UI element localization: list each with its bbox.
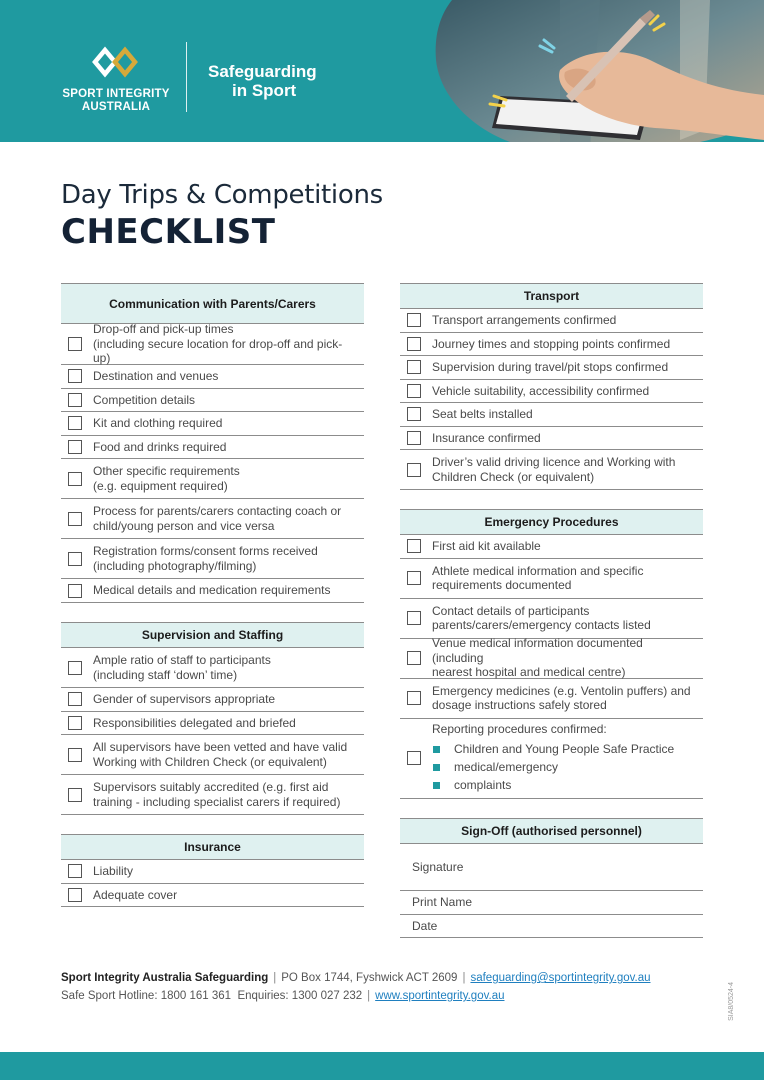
sublist-item: complaints: [432, 776, 697, 794]
item-text: Process for parents/carers contacting coach or child/young person and vice versa: [93, 504, 342, 533]
item-text: Reporting procedures confirmed: Children and Young People Safe Practice medical/emergency complaints: [432, 722, 697, 795]
section-communication: [61, 283, 364, 603]
checklist-item[interactable]: [61, 389, 364, 413]
footer-band: [0, 1052, 764, 1080]
checklist-item[interactable]: [400, 427, 703, 451]
checkbox[interactable]: [407, 539, 421, 553]
checklist-item[interactable]: [61, 324, 364, 365]
checklist-item[interactable]: [400, 719, 703, 799]
section-heading: Transport: [400, 284, 703, 309]
checklist-item[interactable]: [61, 860, 364, 884]
checkbox[interactable]: [68, 337, 82, 351]
item-text: Registration forms/consent forms received (including photography/filming): [93, 544, 318, 573]
page-subtitle: Day Trips & Competitions: [61, 180, 383, 210]
checklist-item[interactable]: [400, 679, 703, 719]
item-text: Medical details and medication requirements: [93, 583, 331, 598]
footer-hotline: Safe Sport Hotline: 1800 161 361: [61, 990, 232, 1002]
checklist-item[interactable]: [61, 436, 364, 460]
checkbox[interactable]: [68, 716, 82, 730]
checklist-item[interactable]: [400, 309, 703, 333]
sublist-item: medical/emergency: [432, 758, 697, 776]
checkbox[interactable]: [68, 864, 82, 878]
header-band: [0, 0, 764, 142]
right-column: [400, 283, 703, 938]
date-label: Date: [412, 918, 438, 933]
bullet-square-icon: [433, 782, 440, 789]
item-text: Supervision during travel/pit stops confirmed: [432, 360, 669, 374]
checklist-item[interactable]: [400, 380, 703, 404]
checkbox[interactable]: [407, 571, 421, 585]
footer: [61, 969, 651, 1005]
checklist-item[interactable]: [61, 365, 364, 389]
checkbox[interactable]: [407, 651, 421, 665]
reporting-sublist: [432, 740, 697, 794]
item-text: Liability: [93, 864, 134, 878]
item-text: Kit and clothing required: [93, 416, 223, 430]
checkbox[interactable]: [407, 313, 421, 327]
brand-line2: AUSTRALIA: [81, 101, 151, 113]
checklist-item[interactable]: [400, 559, 703, 599]
item-text: Driver’s valid driving licence and Working with Children Check (or equivalent): [432, 455, 676, 484]
checklist-item[interactable]: [400, 333, 703, 357]
signature-field[interactable]: [400, 844, 703, 891]
item-text: Insurance confirmed: [432, 430, 541, 445]
checkbox[interactable]: [68, 584, 82, 598]
item-text: First aid kit available: [432, 539, 541, 553]
checklist-item[interactable]: [400, 636, 703, 680]
section-insurance: [61, 834, 364, 907]
print-name-label: Print Name: [412, 895, 473, 909]
item-text: Athlete medical information and specific requirements documented: [432, 563, 644, 592]
item-text: Emergency medicines (e.g. Ventolin puffers) and dosage instructions safely stored: [432, 683, 691, 712]
page-title: CHECKLIST: [61, 212, 276, 252]
checkbox[interactable]: [407, 384, 421, 398]
section-signoff: [400, 818, 703, 938]
checklist-item[interactable]: [400, 535, 703, 559]
checkbox[interactable]: [68, 692, 82, 706]
checkbox[interactable]: [407, 431, 421, 445]
checkbox[interactable]: [68, 472, 82, 486]
checkbox[interactable]: [407, 463, 421, 477]
date-field[interactable]: [400, 915, 703, 938]
item-text: Contact details of participants parents/carers/emergency contacts listed: [432, 603, 651, 632]
checklist-item[interactable]: [61, 412, 364, 436]
section-heading: Supervision and Staffing: [61, 623, 364, 648]
item-text: Transport arrangements confirmed: [432, 313, 617, 327]
item-text: Drop-off and pick-up times (including secure location for drop-off and pick-up): [93, 322, 343, 366]
section-emergency: [400, 509, 703, 799]
checkbox[interactable]: [68, 512, 82, 526]
checkbox[interactable]: [407, 691, 421, 705]
bullet-square-icon: [433, 764, 440, 771]
footer-line1: Sport Integrity Australia Safeguarding | PO Box 1744, Fyshwick ACT 2609 | safeguarding@sportintegrity.gov.au: [61, 972, 651, 984]
checkbox[interactable]: [68, 416, 82, 430]
program-line1: Safeguarding: [208, 62, 317, 81]
brand-line1: SPORT INTEGRITY: [62, 88, 170, 100]
left-column: [61, 283, 364, 907]
checklist-item[interactable]: [400, 356, 703, 380]
program-line2: in Sport: [232, 81, 297, 100]
item-text: Supervisors suitably accredited (e.g. first aid training - including specialist carers if required): [93, 780, 341, 809]
header-divider: [186, 42, 187, 112]
item-text: All supervisors have been vetted and have valid Working with Children Check (or equivalent): [93, 740, 348, 769]
checkbox[interactable]: [68, 393, 82, 407]
checkbox[interactable]: [407, 360, 421, 374]
section-supervision: [61, 622, 364, 815]
item-text: Gender of supervisors appropriate: [93, 692, 276, 706]
checkbox[interactable]: [407, 611, 421, 625]
program-name: [208, 62, 317, 100]
checkbox[interactable]: [407, 407, 421, 421]
section-transport: [400, 283, 703, 490]
item-text: Ample ratio of staff to participants (including staff ‘down’ time): [93, 653, 271, 682]
sublist-item: Children and Young People Safe Practice: [432, 740, 697, 758]
footer-address: PO Box 1744, Fyshwick ACT 2609: [281, 972, 458, 984]
item-text: Adequate cover: [93, 887, 178, 902]
checklist-item[interactable]: [61, 712, 364, 736]
footer-email-link[interactable]: safeguarding@sportintegrity.gov.au: [470, 972, 651, 984]
checkbox[interactable]: [68, 552, 82, 566]
bullet-square-icon: [433, 746, 440, 753]
checklist-item[interactable]: [61, 688, 364, 712]
checklist-item[interactable]: [61, 579, 364, 603]
checkbox[interactable]: [68, 440, 82, 454]
section-heading: Communication with Parents/Carers: [61, 284, 364, 324]
checklist-item[interactable]: [61, 884, 364, 908]
item-text: Responsibilities delegated and briefed: [93, 715, 296, 730]
section-heading: Insurance: [61, 835, 364, 860]
checklist-item[interactable]: [61, 539, 364, 579]
item-text: Vehicle suitability, accessibility confirmed: [432, 383, 650, 398]
footer-line2: Safe Sport Hotline: 1800 161 361 Enquiries: 1300 027 232 | www.sportintegrity.gov.au: [61, 990, 505, 1002]
sport-integrity-logo-icon: [92, 44, 138, 80]
checklist-item[interactable]: [61, 775, 364, 815]
item-text: Competition details: [93, 392, 196, 407]
document-id: SIA8/0524-4: [728, 982, 735, 1021]
checkbox[interactable]: [68, 661, 82, 675]
checkbox[interactable]: [407, 751, 421, 765]
section-heading: Emergency Procedures: [400, 510, 703, 535]
checkbox[interactable]: [68, 888, 82, 902]
print-name-field[interactable]: [400, 891, 703, 915]
item-text: Journey times and stopping points confirmed: [432, 336, 671, 351]
item-text: Venue medical information documented (including nearest hospital and medical centre): [432, 636, 643, 680]
checklist-item[interactable]: [400, 599, 703, 639]
checklist-item[interactable]: [61, 459, 364, 499]
footer-org: Sport Integrity Australia Safeguarding: [61, 972, 269, 984]
item-text: Destination and venues: [93, 369, 219, 383]
checklist-item[interactable]: [61, 735, 364, 775]
checklist-item[interactable]: [61, 648, 364, 688]
checklist-item[interactable]: [400, 450, 703, 490]
checkbox[interactable]: [68, 369, 82, 383]
section-heading: Sign-Off (authorised personnel): [400, 819, 703, 844]
checkbox[interactable]: [407, 337, 421, 351]
checkbox[interactable]: [68, 788, 82, 802]
item-text: Seat belts installed: [432, 407, 533, 421]
footer-website-link[interactable]: www.sportintegrity.gov.au: [375, 990, 505, 1002]
checklist-item[interactable]: [400, 403, 703, 427]
checklist-item[interactable]: [61, 499, 364, 539]
checkbox[interactable]: [68, 748, 82, 762]
item-text: Food and drinks required: [93, 439, 227, 454]
signature-label: Signature: [412, 859, 464, 874]
item-text: Other specific requirements (e.g. equipment required): [93, 464, 240, 493]
footer-enquiries: Enquiries: 1300 027 232: [237, 990, 363, 1002]
brand-name: [62, 88, 170, 114]
